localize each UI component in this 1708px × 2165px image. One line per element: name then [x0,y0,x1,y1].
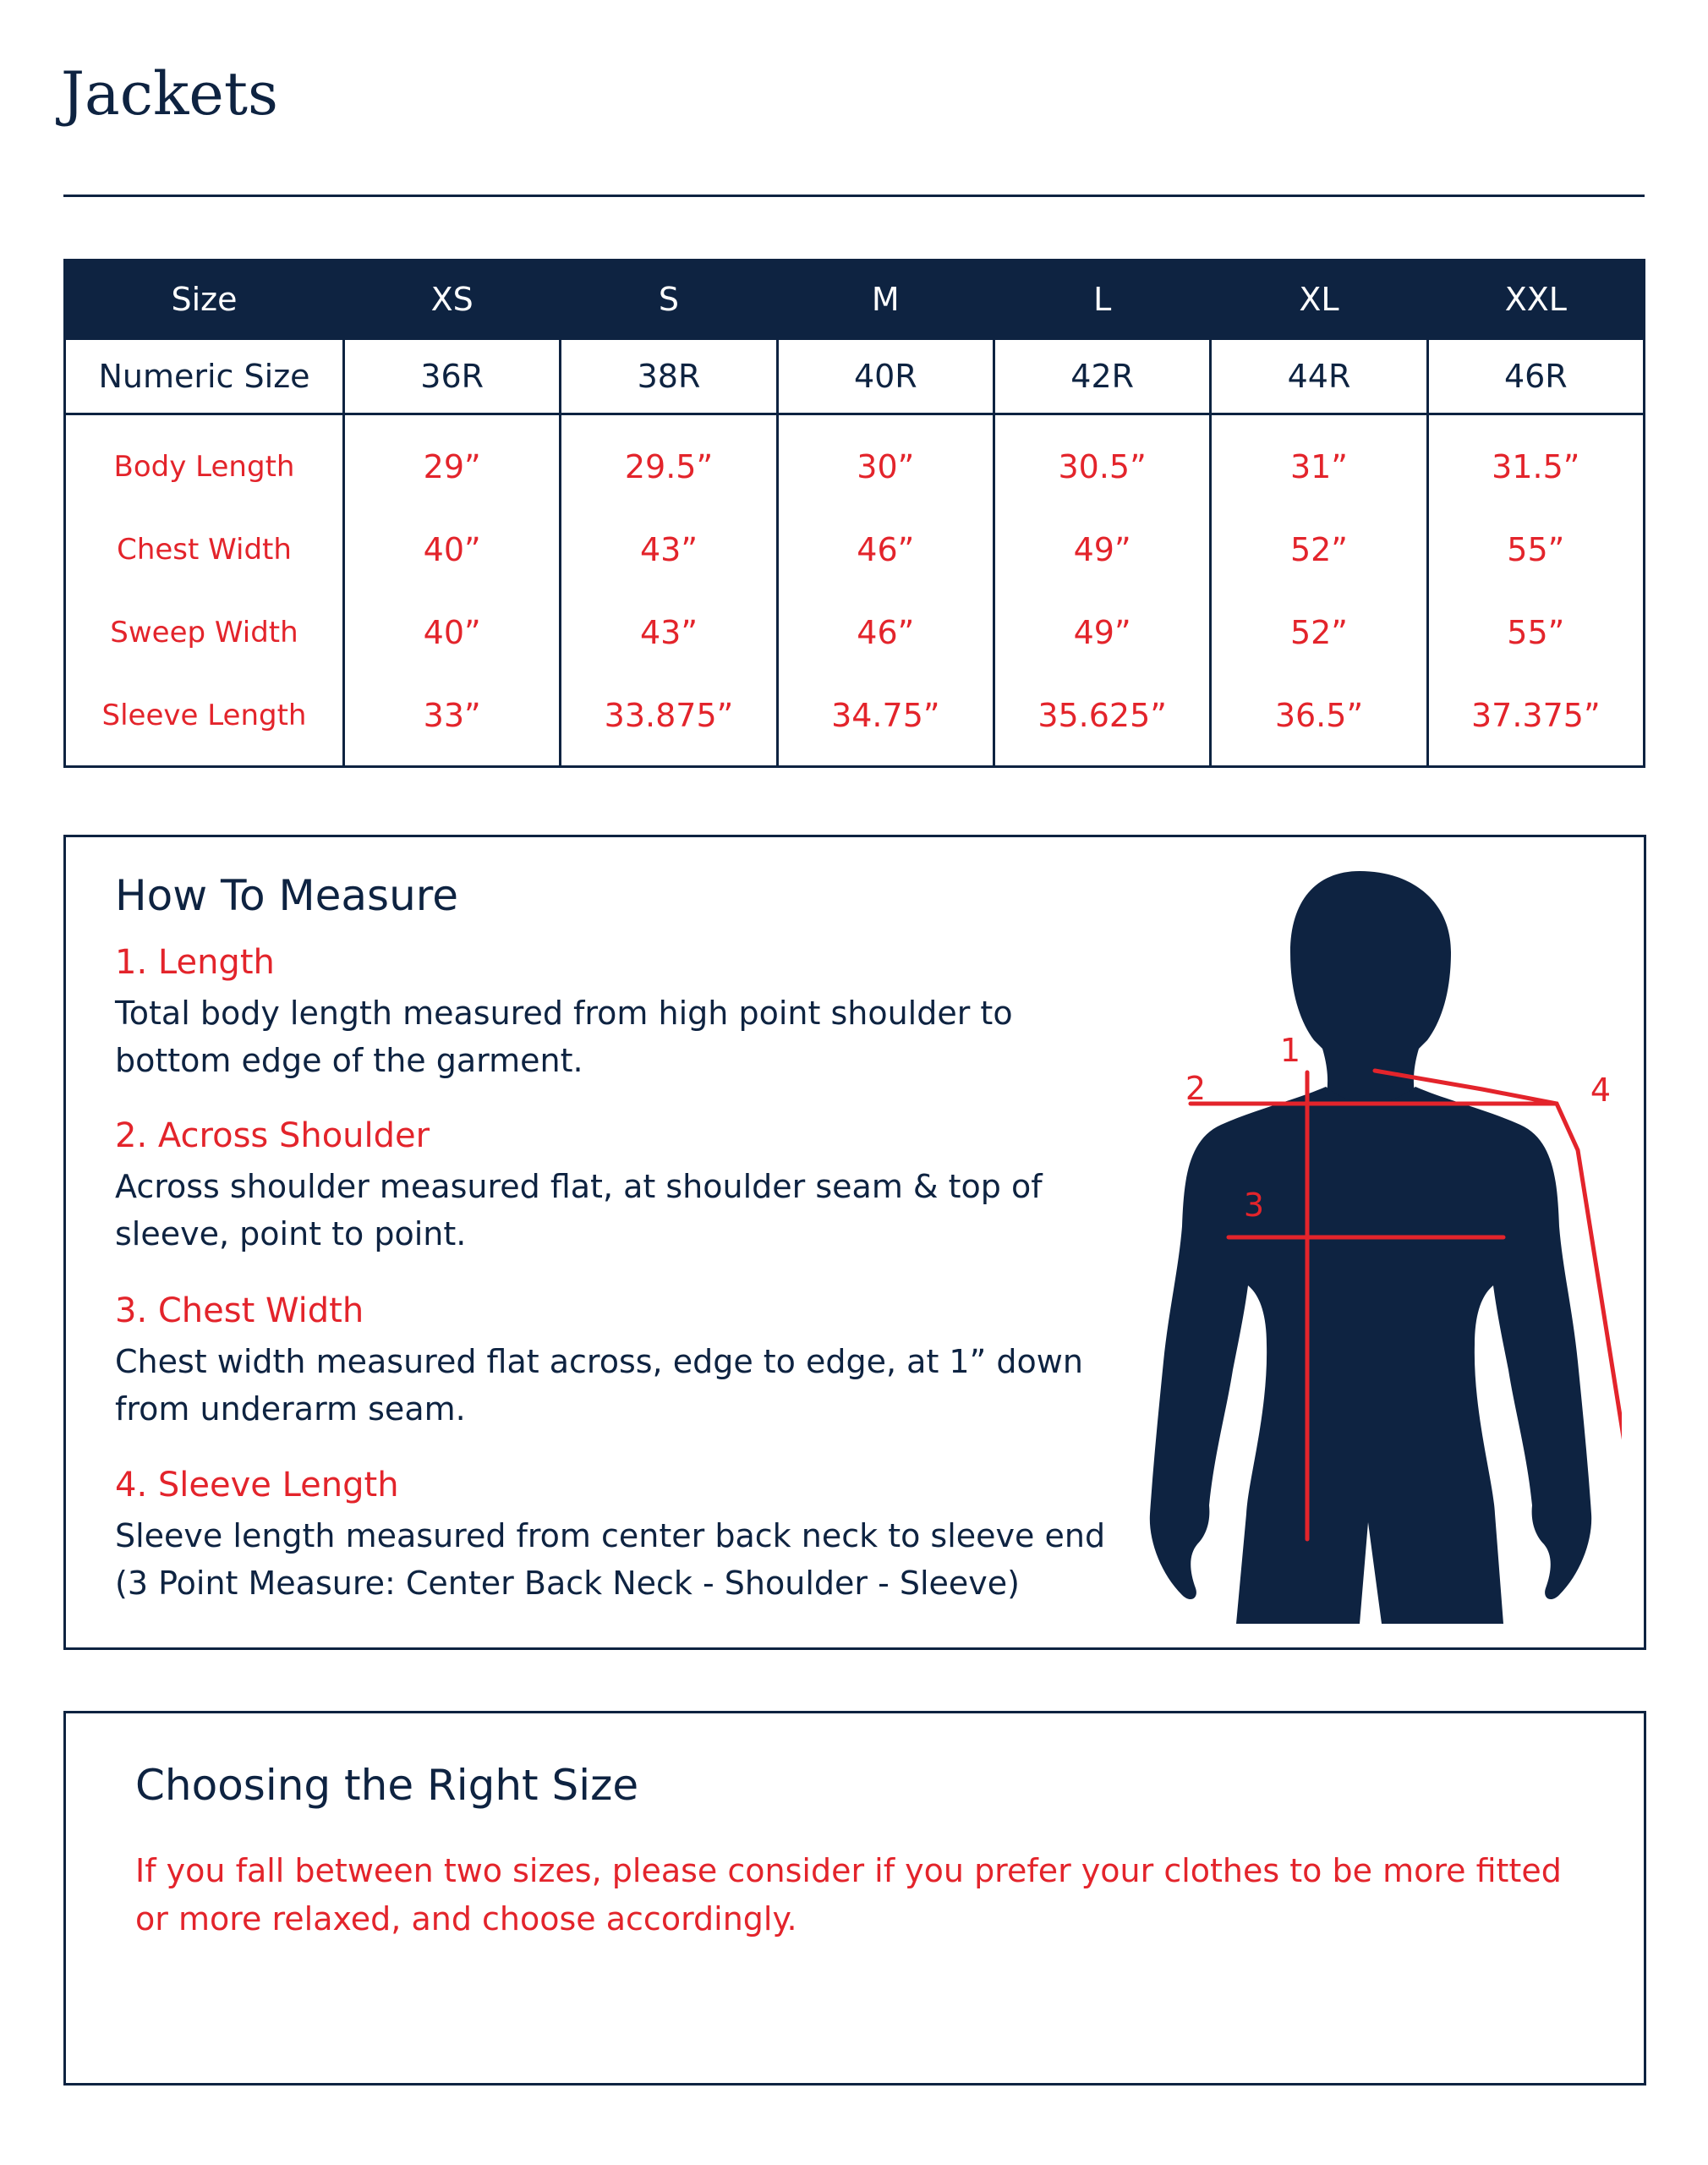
figure-marker-2: 2 [1185,1070,1207,1107]
table-cell: 49” [994,591,1210,674]
figure-marker-3: 3 [1243,1187,1265,1224]
measure-step-sleeve-length [115,1461,1130,1607]
title-divider [63,195,1645,197]
table-cell: Chest Width [65,508,344,591]
table-cell: 40” [344,591,561,674]
header-cell: XL [1211,260,1427,339]
header-cell: L [994,260,1210,339]
table-cell: 33.875” [561,674,777,767]
table-row [65,414,1645,509]
table-cell: 29” [344,414,561,509]
table-cell: 46R [1427,339,1644,414]
table-cell: 43” [561,591,777,674]
table-cell: 30” [777,414,994,509]
male-torso-silhouette-icon [1148,871,1622,1624]
table-cell: 29.5” [561,414,777,509]
table-row [65,674,1645,767]
table-cell: 37.375” [1427,674,1644,767]
table-cell: Numeric Size [65,339,344,414]
table-cell: Sleeve Length [65,674,344,767]
choosing-size-panel [63,1711,1646,2086]
table-cell: 40R [777,339,994,414]
table-cell: 46” [777,591,994,674]
table-row [65,591,1645,674]
figure-marker-1: 1 [1279,1032,1301,1069]
table-cell: 34.75” [777,674,994,767]
header-cell: S [561,260,777,339]
numeric-size-row [65,339,1645,414]
size-chart-table [63,259,1645,768]
choosing-size-text: If you fall between two sizes, please consider if you prefer your clothes to be more fitted or more relaxed, and choose accordingly. [135,1852,1562,1938]
table-cell: Sweep Width [65,591,344,674]
measure-step-chest-width [115,1287,1130,1433]
header-cell: XS [344,260,561,339]
table-cell: 55” [1427,508,1644,591]
table-cell: 33” [344,674,561,767]
table-row [65,508,1645,591]
how-to-measure-title: How To Measure [115,871,459,920]
table-cell: Body Length [65,414,344,509]
table-cell: 40” [344,508,561,591]
header-cell: M [777,260,994,339]
table-cell: 31” [1211,414,1427,509]
step-description: Chest width measured flat across, edge to edge, at 1” down from underarm seam. [115,1343,1083,1428]
table-cell: 55” [1427,591,1644,674]
table-cell: 36R [344,339,561,414]
table-cell: 52” [1211,591,1427,674]
figure-marker-4: 4 [1590,1072,1612,1109]
step-label: 2. Across Shoulder [115,1116,430,1155]
table-cell: 31.5” [1427,414,1644,509]
table-cell: 30.5” [994,414,1210,509]
header-cell: Size [65,260,344,339]
table-cell: 43” [561,508,777,591]
header-cell: XXL [1427,260,1644,339]
step-description: Total body length measured from high point shoulder to bottom edge of the garment. [115,995,1013,1079]
how-to-measure-panel [63,835,1646,1650]
table-cell: 42R [994,339,1210,414]
step-label: 3. Chest Width [115,1291,364,1330]
page-title: Jackets [61,59,278,129]
table-cell: 38R [561,339,777,414]
step-description: Sleeve length measured from center back neck to sleeve end (3 Point Measure: Center Back Neck - Shoulder - Sleeve) [115,1517,1106,1602]
table-cell: 46” [777,508,994,591]
table-cell: 49” [994,508,1210,591]
table-cell: 36.5” [1211,674,1427,767]
step-label: 1. Length [115,943,275,982]
table-cell: 35.625” [994,674,1210,767]
table-cell: 52” [1211,508,1427,591]
table-cell: 44R [1211,339,1427,414]
step-label: 4. Sleeve Length [115,1466,399,1505]
size-header-row [65,260,1645,339]
choosing-size-title: Choosing the Right Size [135,1761,639,1810]
measure-step-across-shoulder [115,1112,1130,1258]
measure-step-length [115,939,1130,1084]
step-description: Across shoulder measured flat, at shoulder seam & top of sleeve, point to point. [115,1168,1043,1252]
